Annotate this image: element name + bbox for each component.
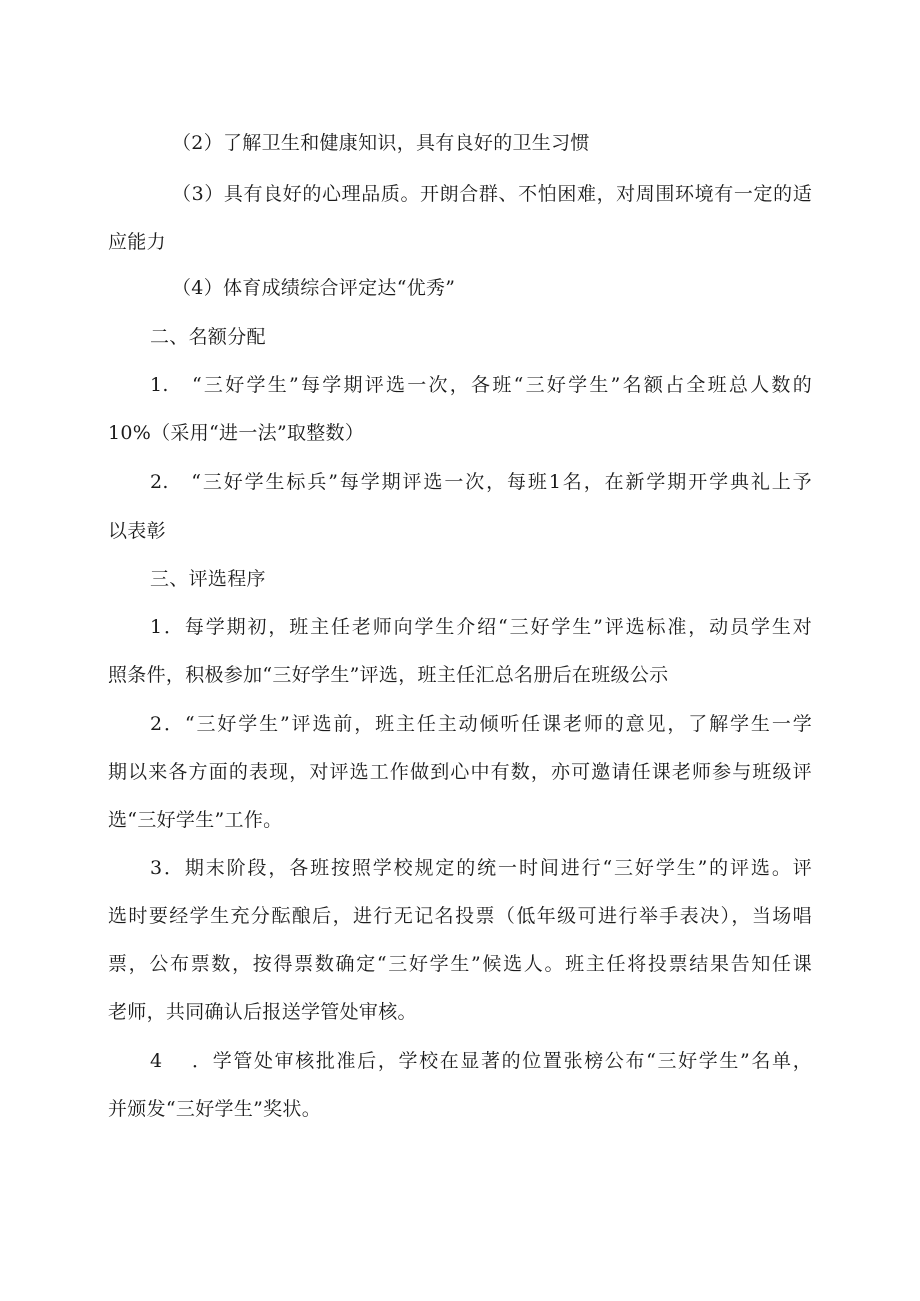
procedure-item-1-line-2: 照条件，积极参加“三好学生”评选，班主任汇总名册后在班级公示 <box>108 664 669 686</box>
procedure-item-3-line-2: 选时要经学生充分酝酿后，进行无记名投票（低年级可进行举手表决），当场唱 <box>108 905 812 927</box>
procedure-item-1-line-1: 1．每学期初，班主任老师向学生介绍“三好学生”评选标准，动员学生对 <box>150 616 812 638</box>
procedure-item-4-line-1: 4 ．学管处审核批准后，学校在显著的位置张榜公布“三好学生”名单， <box>150 1050 812 1072</box>
procedure-item-3-line-3: 票，公布票数，按得票数确定“三好学生”候选人。班主任将投票结果告知任课 <box>108 953 812 975</box>
procedure-item-3-line-4: 老师，共同确认后报送学管处审核。 <box>108 1001 417 1023</box>
section-heading-procedure: 三、评选程序 <box>150 568 266 590</box>
procedure-item-2-line-3: 选“三好学生”工作。 <box>108 809 283 831</box>
procedure-item-2-line-1: 2．“三好学生”评选前，班主任主动倾听任课老师的意见，了解学生一学 <box>150 713 812 735</box>
procedure-item-3-line-1: 3．期末阶段，各班按照学校规定的统一时间进行“三好学生”的评选。评 <box>150 857 812 879</box>
section-heading-quota: 二、名额分配 <box>150 326 266 348</box>
criteria-item-2: （2）了解卫生和健康知识，具有良好的卫生习惯 <box>172 132 590 154</box>
criteria-item-3-line-2: 应能力 <box>108 231 166 253</box>
quota-item-2-line-1: 2. “三好学生标兵”每学期评选一次，每班1名，在新学期开学典礼上予 <box>150 471 812 493</box>
quota-item-1-line-2: 10%（采用“进一法”取整数） <box>108 422 365 444</box>
quota-item-1-line-1: 1. “三好学生”每学期评选一次，各班“三好学生”名额占全班总人数的 <box>150 374 812 396</box>
criteria-item-3-line-1: （3）具有良好的心理品质。开朗合群、不怕困难，对周围环境有一定的适 <box>172 183 812 205</box>
criteria-item-4: （4）体育成绩综合评定达“优秀” <box>172 277 456 299</box>
procedure-item-4-line-2: 并颁发“三好学生”奖状。 <box>108 1098 322 1120</box>
quota-item-2-line-2: 以表彰 <box>108 520 166 542</box>
procedure-item-2-line-2: 期以来各方面的表现，对评选工作做到心中有数，亦可邀请任课老师参与班级评 <box>108 761 812 783</box>
